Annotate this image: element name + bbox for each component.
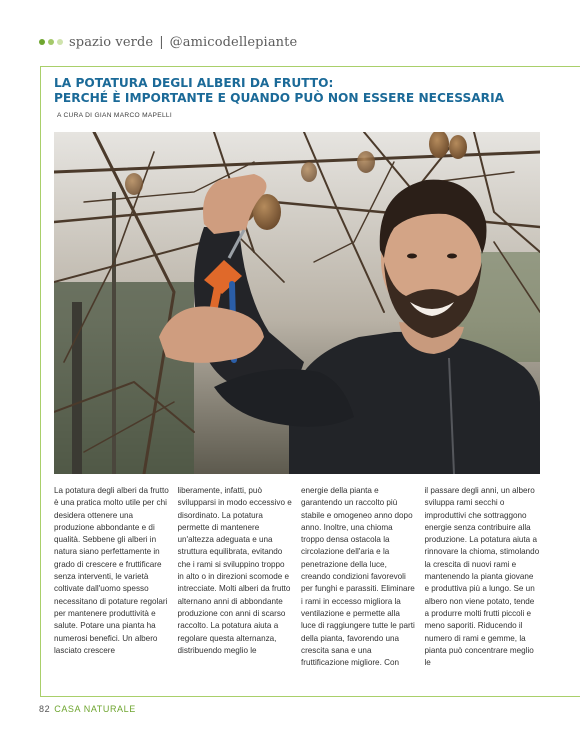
article-column-1: La potatura degli alberi da frutto è una pratica molto utile per chi desidera ottenere una produzione abbondante e di qualità. Sebbene gli alberi in natura siano perfettamente in grado di crescere e fruttificare senza interventi, le varietà coltivate dall'uomo spesso necessitano di potature regolari per mantenere produttività e salute. Potare una pianta ha numerosi benefici. Un albero lasciato crescere [54,486,169,655]
page-footer [39,704,136,714]
dot-dark-green [39,39,45,45]
dot-light-green [57,39,63,45]
article-column-3: energie della pianta e garantendo un raccolto più stabile e omogeneo anno dopo anno. Inoltre, una chioma troppo densa ostacola la circolazione dell'aria e la penetrazione della luce, creando condizioni favorevoli per funghi e parassiti. Eliminare i rami in eccesso migliora la ventilazione e permette alla luce di raggiungere tutte le parti della pianta, favorendo una crescita sana e una fruttificazione migliore. Con [301,486,415,668]
article-column-4: il passare degli anni, un albero sviluppa rami secchi o improduttivi che sottraggono energie senza contribuire alla produzione. La potatura aiuta a rinnovare la chioma, stimolando la crescita di nuovi rami e mantenendo la pianta giovane e produttiva più a lungo. Se un albero non viene potato, tende a produrre molti frutti piccoli e meno saporiti. Riducendo il numero di rami e gemme, la pianta può concentrare meglio le [424,486,540,668]
magazine-name: CASA NATURALE [54,704,136,714]
section-name: spazio verde [69,34,154,50]
article-body [54,485,540,685]
article-title [54,76,554,106]
section-separator: | [159,34,164,50]
dot-mid-green [48,39,54,45]
article-column-2: liberamente, infatti, può svilupparsi in modo eccessivo e disordinato. La potatura permette di mantenere un'altezza adeguata e una struttura equilibrata, evitando che i rami si sviluppino troppo in alto o in direzioni scomode e intrecciate. Molti alberi da frutto alternano anni di abbondante produzione con anni di scarso raccolto. La potatura aiuta a regolare questa alternanza, distribuendo meglio le [177,486,292,655]
article-photo [54,132,540,474]
section-header [39,33,297,51]
page-number: 82 [39,704,51,714]
article-byline: A CURA DI GIAN MARCO MAPELLI [57,112,173,119]
article-title-line-1: LA POTATURA DEGLI ALBERI DA FRUTTO: [54,76,334,90]
article-title-line-2: PERCHÉ È IMPORTANTE E QUANDO PUÒ NON ESSERE NECESSARIA [54,91,505,105]
kiwi-pruning-photo [54,132,540,474]
author-handle: @amicodellepiante [169,34,298,50]
section-dots-icon [39,39,63,45]
